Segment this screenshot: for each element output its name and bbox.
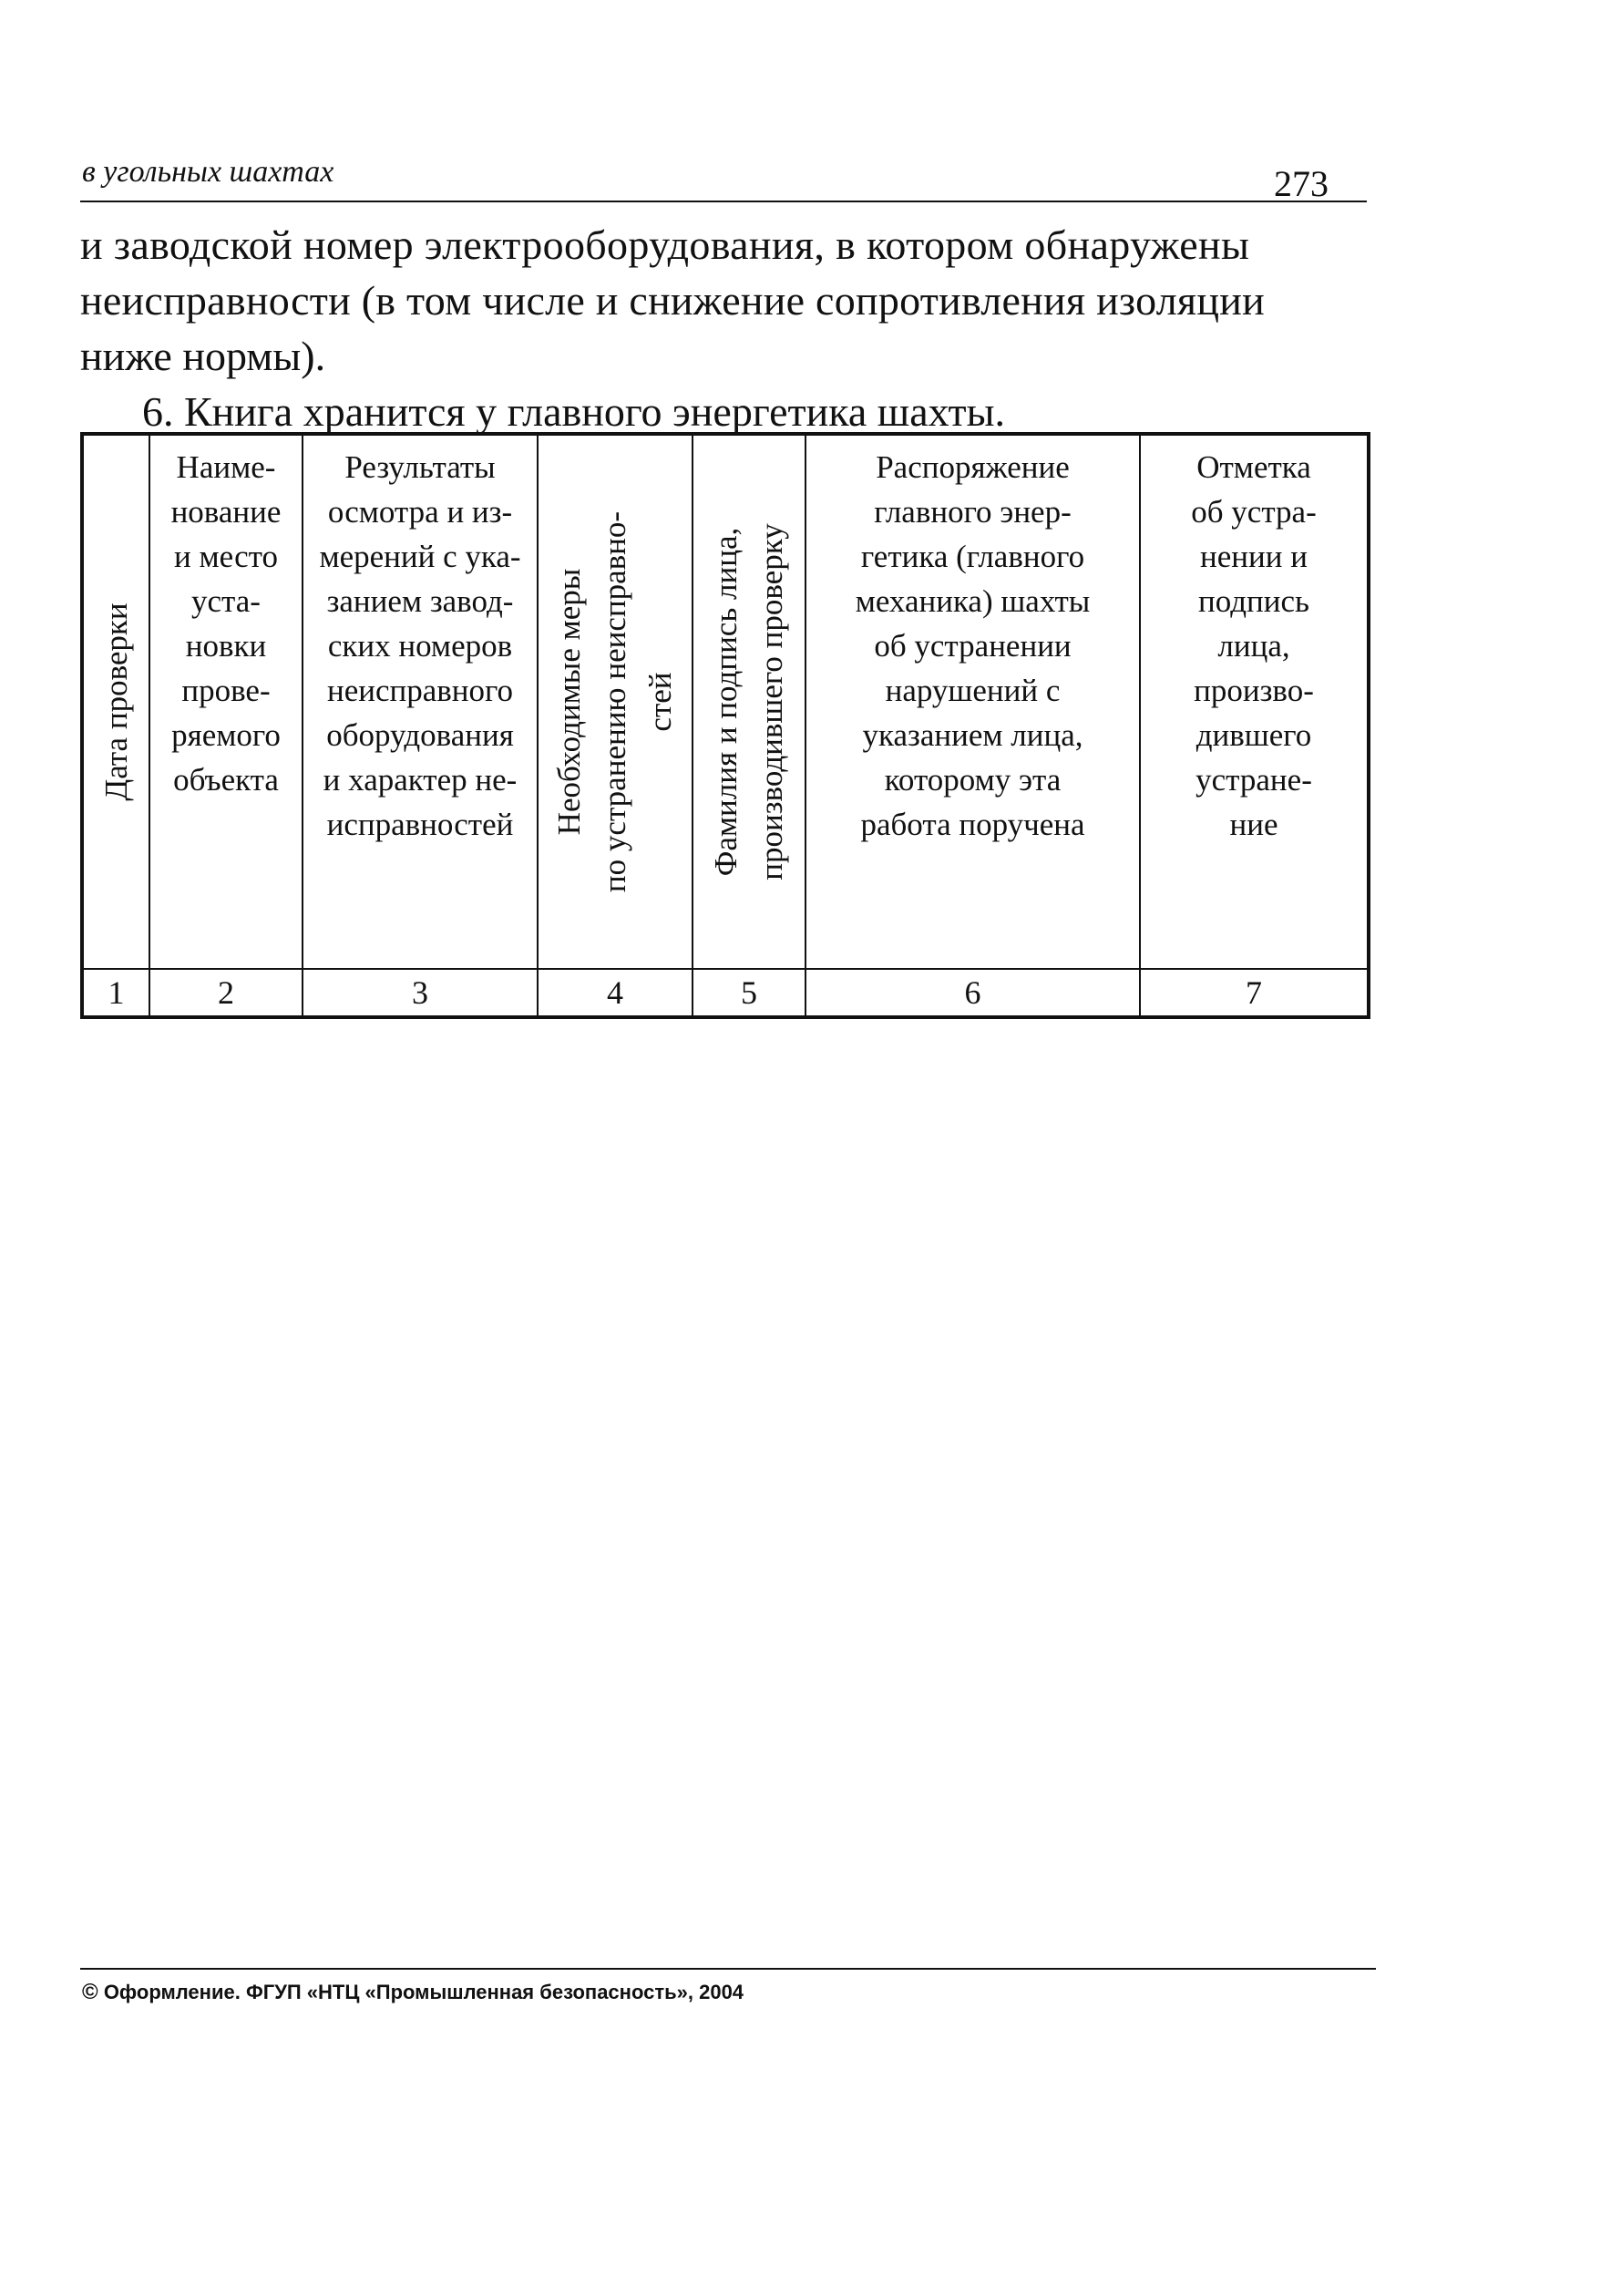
copyright-symbol: © xyxy=(82,1980,98,2004)
column-header-object-name xyxy=(149,434,303,969)
page-number: 273 xyxy=(1274,163,1329,204)
column-number: 1 xyxy=(82,969,149,1017)
column-number: 4 xyxy=(538,969,693,1017)
paragraph-line: неисправности (в том числе и снижение сопротивления изоляции xyxy=(80,277,1265,324)
column-header-required-measures xyxy=(538,434,693,969)
paragraph-item-6: 6. Книга хранится у главного энергетика шахты. xyxy=(142,388,1005,435)
table-header-row xyxy=(82,434,1369,969)
body-text xyxy=(80,217,1367,439)
column-header-check-date xyxy=(82,434,149,969)
copyright-text: Оформление. ФГУП «НТЦ «Промышленная безопасность», 2004 xyxy=(103,1981,744,2003)
footer-rule xyxy=(80,1968,1376,1970)
running-header-title: в угольных шахтах xyxy=(82,155,334,189)
column-number: 2 xyxy=(149,969,303,1017)
column-header-fix-mark xyxy=(1140,434,1369,969)
paragraph-line: и заводской номер электрооборудования, в котором обнаружены xyxy=(80,221,1250,268)
column-header-text: Отметка об устра- нении и подпись лица, произво- дившего устране- ние xyxy=(1191,449,1317,842)
column-number-row xyxy=(82,969,1369,1017)
column-number: 6 xyxy=(806,969,1140,1017)
column-header-text: Наиме- нование и место уста- новки прове- ряемого объекта xyxy=(170,449,282,798)
column-header-inspector-signature xyxy=(693,434,806,969)
column-header-text: Распоряжение главного энер- гетика (главного механика) шахты об устранении нарушений с указанием лица, которому эта работа поручена xyxy=(855,449,1091,842)
column-header-inspection-results xyxy=(303,434,538,969)
column-header-text: Фамилия и подпись лица, производившего проверку xyxy=(708,523,789,880)
column-header-text: Дата проверки xyxy=(97,602,134,801)
column-header-text: Результаты осмотра и из- мерений с ука- занием завод- ских номеров неисправного оборудования и характер не- исправностей xyxy=(319,449,521,842)
inspection-register-table xyxy=(80,432,1370,1019)
header-rule xyxy=(80,201,1367,202)
paragraph-line: ниже нормы). xyxy=(80,333,326,379)
copyright-notice xyxy=(82,1980,744,2005)
column-header-text: Необходимые меры по устранению неисправно- стей xyxy=(551,510,678,893)
column-header-engineer-order xyxy=(806,434,1140,969)
column-number: 3 xyxy=(303,969,538,1017)
column-number: 7 xyxy=(1140,969,1369,1017)
column-number: 5 xyxy=(693,969,806,1017)
